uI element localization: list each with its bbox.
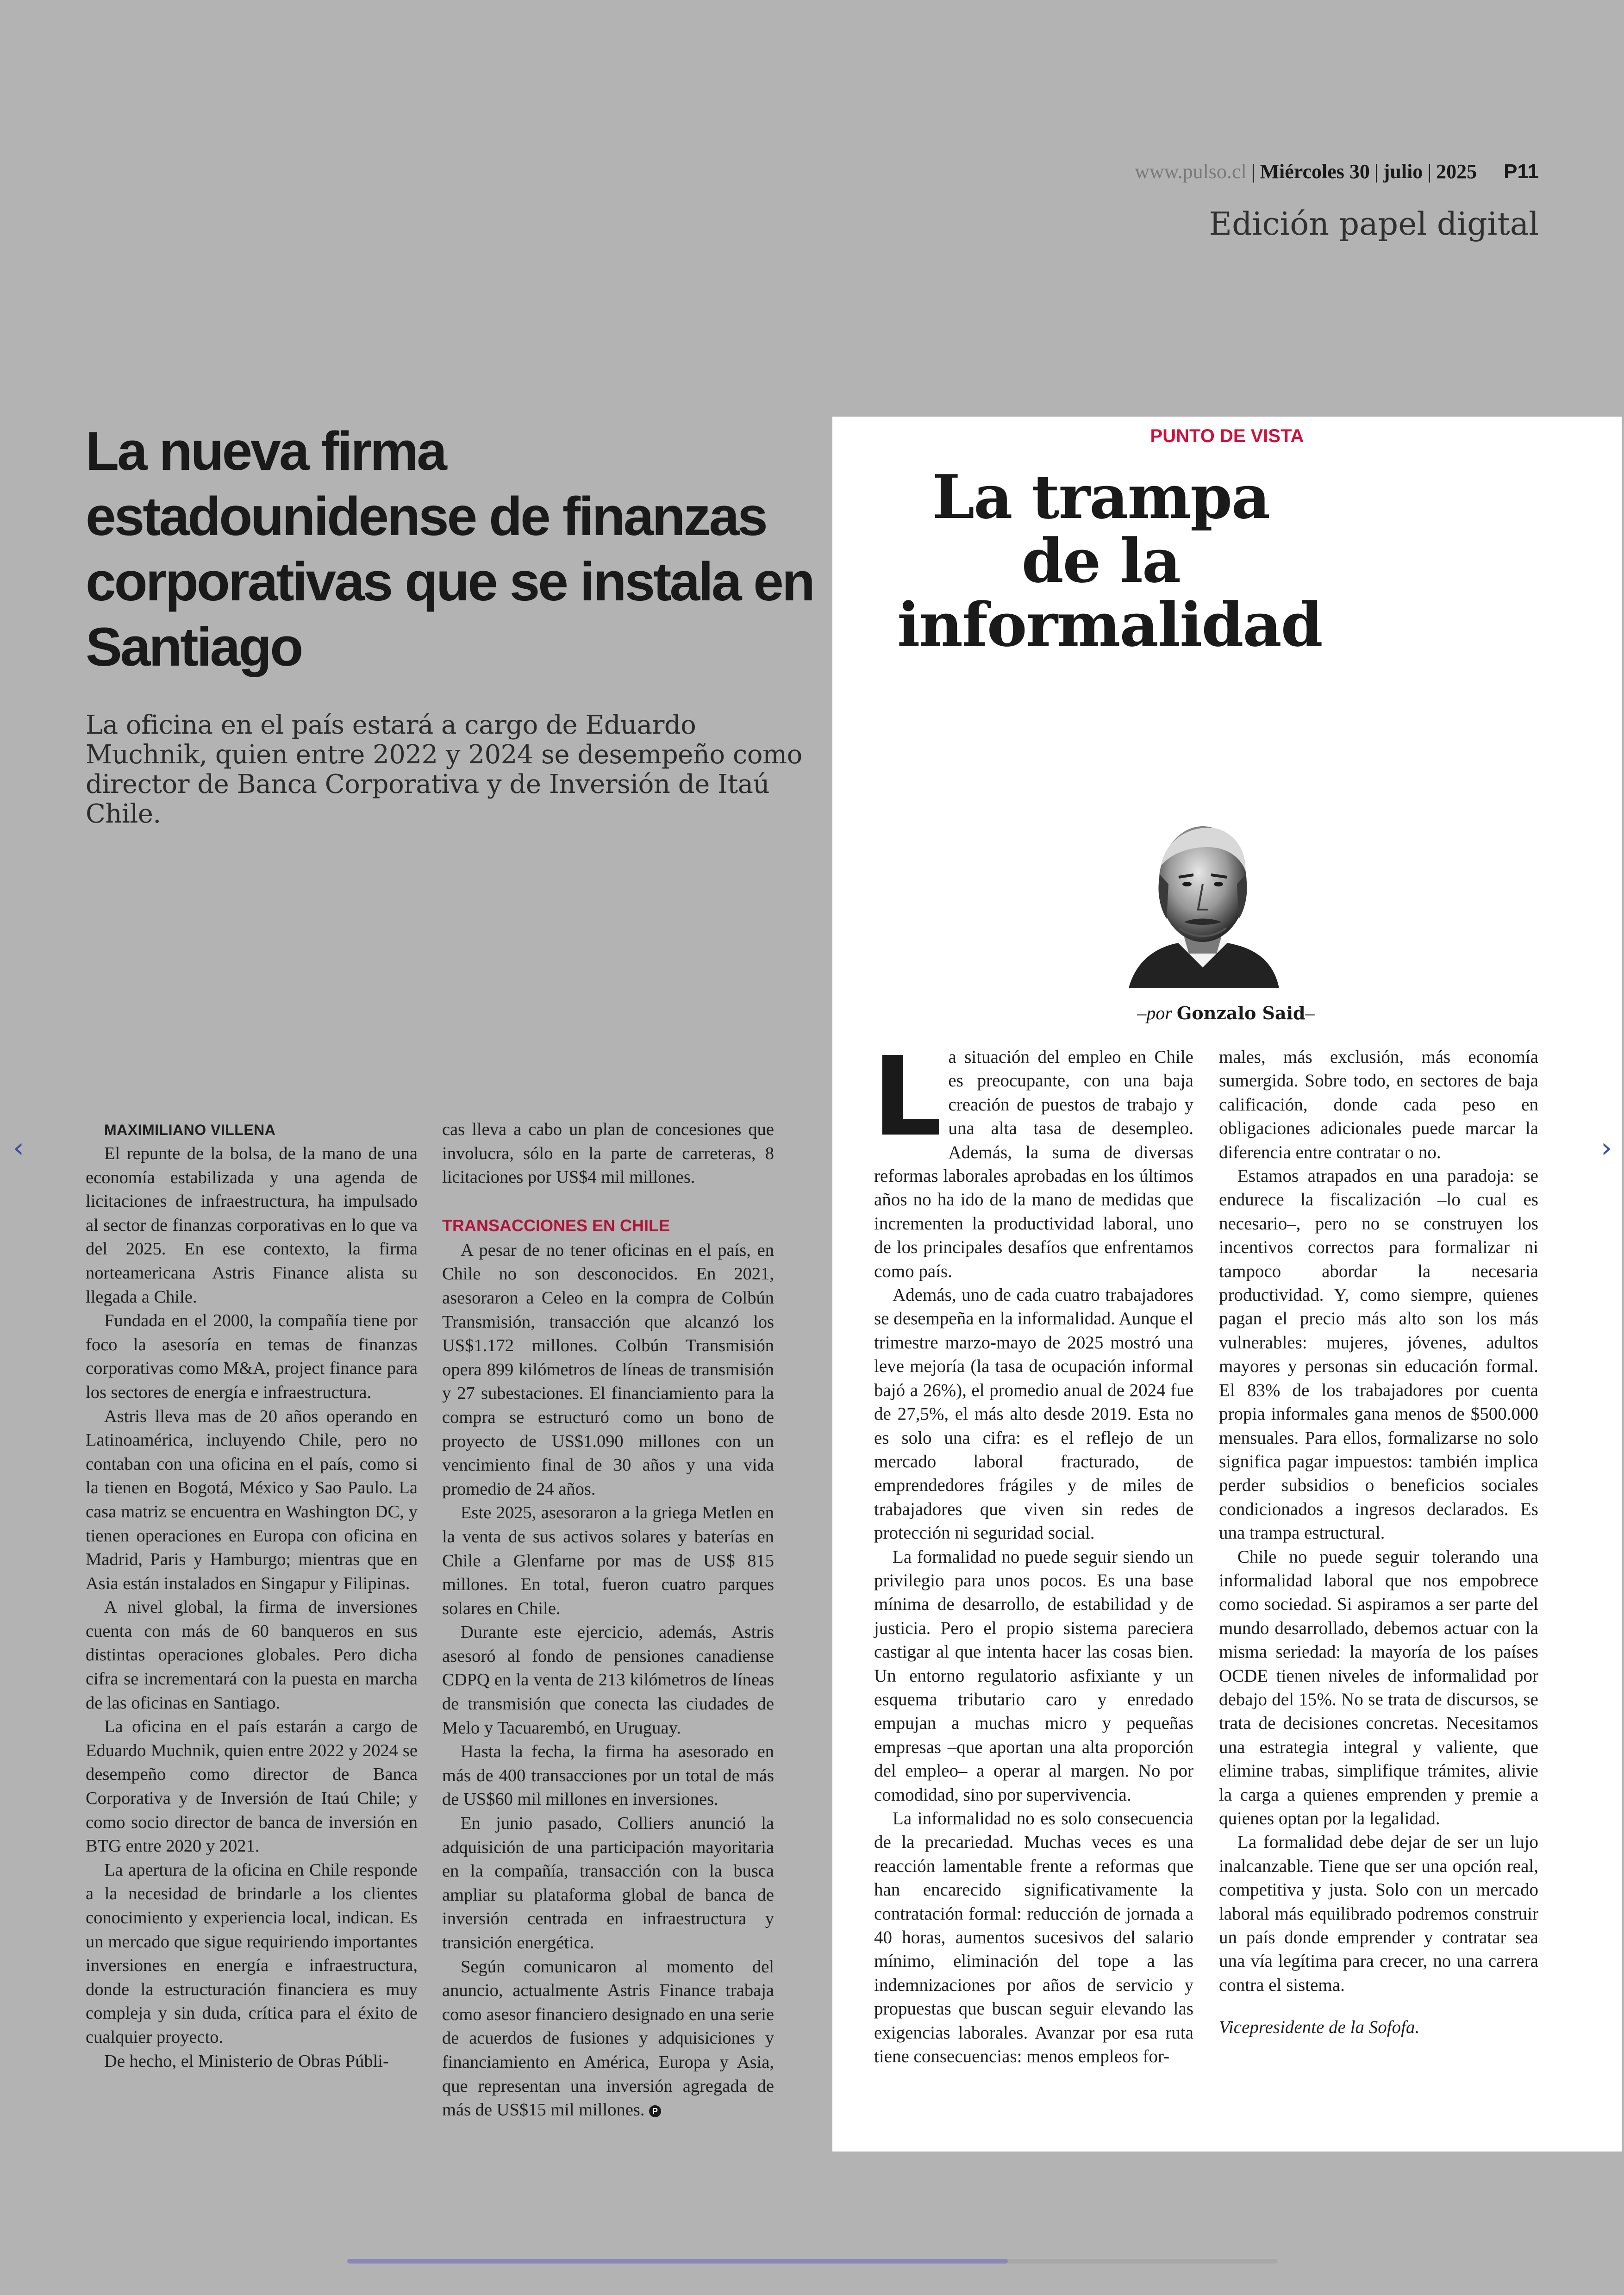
article-paragraph: Hasta la fecha, la firma ha asesorado en más de 400 transacciones por un total de más de US$60 mil millones en inversiones. <box>442 1742 774 1809</box>
article-column-1 <box>86 1118 418 2073</box>
opinion-paragraph: La formalidad no puede seguir siendo un privilegio para unos pocos. Es una base mínima de desarrollo, de estabilidad y de justicia. Pero el propio sistema pareciera castigar al que intenta hacer las cosas bien. Un entorno regulatorio asfixiante y un esquema tributario caro y enredado empujan a muchas micro y pequeñas empresas –que aportan una alta proporción del empleo– a operar al margen. No por comodidad, sino por supervivencia. <box>874 1547 1193 1805</box>
opinion-paragraph: males, más exclusión, más economía sumergida. Sobre todo, en sectores de baja calificación, donde cada peso en obligaciones adicionales puede marcar la diferencia entre contratar o no. <box>1219 1047 1538 1162</box>
opinion-first-text: a situación del empleo en Chile es preocupante, con una baja creación de puestos de trabajo y una alta tasa de desempleo. Además, la suma de diversas reformas laborales aprobadas en los últimos años no ha ido de la mano de medidas que incrementen la productividad laboral, uno de los principales desafíos que enfrentamos como país. <box>874 1047 1193 1281</box>
masthead: www.pulso.cl | Miércoles 30 | julio | 2025 P11 <box>1135 160 1539 183</box>
drop-cap: L <box>872 1033 942 1160</box>
article-paragraph: A nivel global, la firma de inversiones cuenta con más de 60 banqueros en sus distintas operaciones globales. Pero dicha cifra se incrementará con la puesta en marcha de las oficinas en Santiago. <box>86 1597 418 1713</box>
article-paragraph: De hecho, el Ministerio de Obras Públi- <box>104 2051 389 2071</box>
author-prefix: –por <box>1137 1003 1172 1023</box>
article-paragraph: El repunte de la bolsa, de la mano de una economía estabilizada y una agenda de licitaciones de infraestructura, ha impulsado al sector de finanzas corporativas en lo que va del 2025. En ese contexto, la firma norteamericana Astris Finance alista su llegada a Chile. <box>86 1144 418 1307</box>
opinion-signoff: Vicepresidente de la Sofofa. <box>1219 2017 1420 2038</box>
article-paragraph: La apertura de la oficina en Chile responde a la necesidad de brindarle a los clientes conocimiento y experiencia local, indican. Es un mercado que sigue requiriendo importantes inversiones en energía e infraestructura, donde la estructuración financiera es muy compleja y sin duda, crítica para el éxito de cualquier proyecto. <box>86 1860 418 2047</box>
opinion-paragraph: Además, uno de cada cuatro trabajadores se desempeña en la informalidad. Aunque el trimestre marzo-mayo de 2025 mostró una leve mejoría (la tasa de ocupación informal bajó a 26%), el promedio anual de 2024 fue de 27,5%, el más alto desde 2019. Esta no es solo una cifra: es el reflejo de un mercado laboral fracturado, de emprendedores frágiles y de miles de trabajadores que viven sin redes de protección ni seguridad social. <box>874 1285 1193 1543</box>
edition-label: Edición papel digital <box>1209 206 1539 243</box>
page-number: P11 <box>1504 160 1539 183</box>
article-subhead: TRANSACCIONES EN CHILE <box>442 1216 670 1235</box>
article-paragraph: A pesar de no tener oficinas en el país, en Chile no son desconocidos. En 2021, asesoraron a Celeo en la compra de Colbún Transmisión, transacción que alcanzó los US$1.172 millones. Colbún Transmisión opera 899 kilómetros de líneas de transmisión y 27 subestaciones. El financiamiento para la compra se estructuró como un bono de proyecto de US$1.090 millones con un vencimiento final de 30 años y una vida promedio de 24 años. <box>442 1240 774 1499</box>
author-portrait <box>1124 815 1281 988</box>
opinion-author <box>832 1002 1619 1024</box>
author-name: Gonzalo Said <box>1176 1003 1305 1023</box>
opinion-paragraph: La informalidad no es solo consecuencia de la precariedad. Muchas veces es una reacción lamentable frente a reformas que han encarecido significativamente la contratación formal: reducción de jornada a 40 horas, aumentos sucesivos del salario mínimo, eliminación del tope a las indemnizaciones por años de servicio y propuestas que buscan seguir elevando las exigencias laborales. Avanzar por esa ruta tiene consecuencias: menos empleos for- <box>874 1809 1193 2067</box>
opinion-kicker: PUNTO DE VISTA <box>1150 426 1304 446</box>
article-deck: La oficina en el país estará a cargo de Eduardo Muchnik, quien entre 2022 y 2024 se desempeño como director de Banca Corporativa y de Inversión de Itaú Chile. <box>86 710 802 829</box>
chevron-right-icon: › <box>1601 1132 1612 1164</box>
article-column-2 <box>442 1118 774 2122</box>
article-paragraph: Fundada en el 2000, la compañía tiene por foco la asesoría en temas de finanzas corporativas como M&A, project finance para los sectores de energía e infraestructura. <box>86 1311 418 1402</box>
opinion-paragraph: Estamos atrapados en una paradoja: se endurece la fiscalización –lo cual es necesario–, pero no se construyen los incentivos correctos para formalizar ni tampoco abordar la necesaria productividad. Y, como siempre, quienes pagan el precio más alto son los más vulnerables: mujeres, jóvenes, adultos mayores y personas sin educación formal. El 83% de los trabajadores por cuenta propia informales gana menos de $500.000 mensuales. Para ellos, formalizarse no solo significa pagar impuestos: también implica perder subsidios o beneficios sociales condicionados a ingresos declarados. Es una trampa estructural. <box>1219 1166 1538 1543</box>
date-month: julio <box>1383 160 1423 183</box>
article-paragraph: Astris lleva mas de 20 años operando en Latinoamérica, incluyendo Chile, pero no contaban con una oficina en el país, como si la tienen en Bogotá, México y Sao Paulo. La casa matriz se encuentra en Washington DC, y tienen operaciones en Europa con oficina en Madrid, Paris y Hamburgo; mientras que en Asia están instalados en Singapur y Filipinas. <box>86 1406 418 1593</box>
opinion-paragraph: La formalidad debe dejar de ser un lujo inalcanzable. Tiene que ser una opción real, competitiva y justa. Solo con un mercado laboral más equilibrado podremos construir un país donde emprender y contratar sea una vía legítima para crecer, no una carrera contra el sistema. <box>1219 1832 1538 1995</box>
article-paragraph: Durante este ejercicio, además, Astris asesoró al fondo de pensiones canadiense CDPQ en la venta de 213 kilómetros de líneas de transmisión que conecta las ciudades de Melo y Tacuarembó, en Uruguay. <box>442 1622 774 1738</box>
author-suffix: – <box>1305 1003 1315 1023</box>
next-page-button[interactable] <box>1597 1132 1616 1164</box>
end-mark-icon: P <box>649 2105 661 2117</box>
opinion-column-1 <box>872 1033 1193 2068</box>
opinion-title: La trampa de la informalidad <box>897 461 1322 660</box>
site-url[interactable]: www.pulso.cl <box>1135 160 1247 183</box>
opinion-paragraph: Chile no puede seguir tolerando una informalidad laboral que nos empobrece como sociedad. Si aspiramos a ser parte del mundo desarrollado, debemos actuar con la misma seriedad: la mayoría de los países OCDE tienen niveles de informalidad por debajo del 15%. No se trata de discursos, se trata de decisiones concretas. Necesitamos una estrategia integral y valiente, que elimine trabas, simplifique trámites, alivie la carga a quienes emprenden y premie a quienes optan por la legalidad. <box>1219 1547 1538 1828</box>
article-headline: La nueva firma estadounidense de finanzas corporativas que se instala en Santiago <box>86 421 813 678</box>
article-paragraph: cas lleva a cabo un plan de concesiones que involucra, sólo en la parte de carreteras, 8 licitaciones por US$4 mil millones. <box>442 1120 774 1187</box>
scrollbar-thumb[interactable] <box>347 2259 1008 2264</box>
page-scrollbar[interactable] <box>347 2259 1278 2264</box>
article-paragraph: La oficina en el país estarán a cargo de Eduardo Muchnik, quien entre 2022 y 2024 se desempeño como director de Banca Corporativa y de Inversión de Itaú Chile; y como socio director de banca de inversión en BTG entre 2020 y 2021. <box>86 1717 418 1856</box>
date-day: Miércoles 30 <box>1260 160 1370 183</box>
article-paragraph-last <box>442 1955 774 2122</box>
opinion-paragraph <box>872 1033 1193 1283</box>
chevron-left-icon: ‹ <box>13 1132 24 1164</box>
article-paragraph: En junio pasado, Colliers anunció la adquisición de una participación mayoritaria en la compañía, transacción con la busca ampliar su plataforma global de banca de inversión centrada en infraestructura y transición energética. <box>442 1814 774 1952</box>
opinion-column-2 <box>1219 1045 1538 2039</box>
opinion-panel <box>832 417 1622 2152</box>
prev-page-button[interactable] <box>9 1132 28 1164</box>
date-year: 2025 <box>1436 160 1477 183</box>
article-byline: MAXIMILIANO VILLENA <box>104 1122 276 1138</box>
article-paragraph: Este 2025, asesoraron a la griega Metlen en la venta de sus activos solares y baterías en Chile a Glenfarne por mas de US$ 815 millones. En total, fueron cuatro parques solares en Chile. <box>442 1503 774 1618</box>
article-last-text: Según comunicaron al momento del anuncio, actualmente Astris Finance trabaja como asesor financiero designado en una serie de acuerdos de fusiones y adquisiciones y financiamiento en América, Europa y Asia, que representan una inversión agregada de más de US$15 mil millones. <box>442 1957 774 2120</box>
